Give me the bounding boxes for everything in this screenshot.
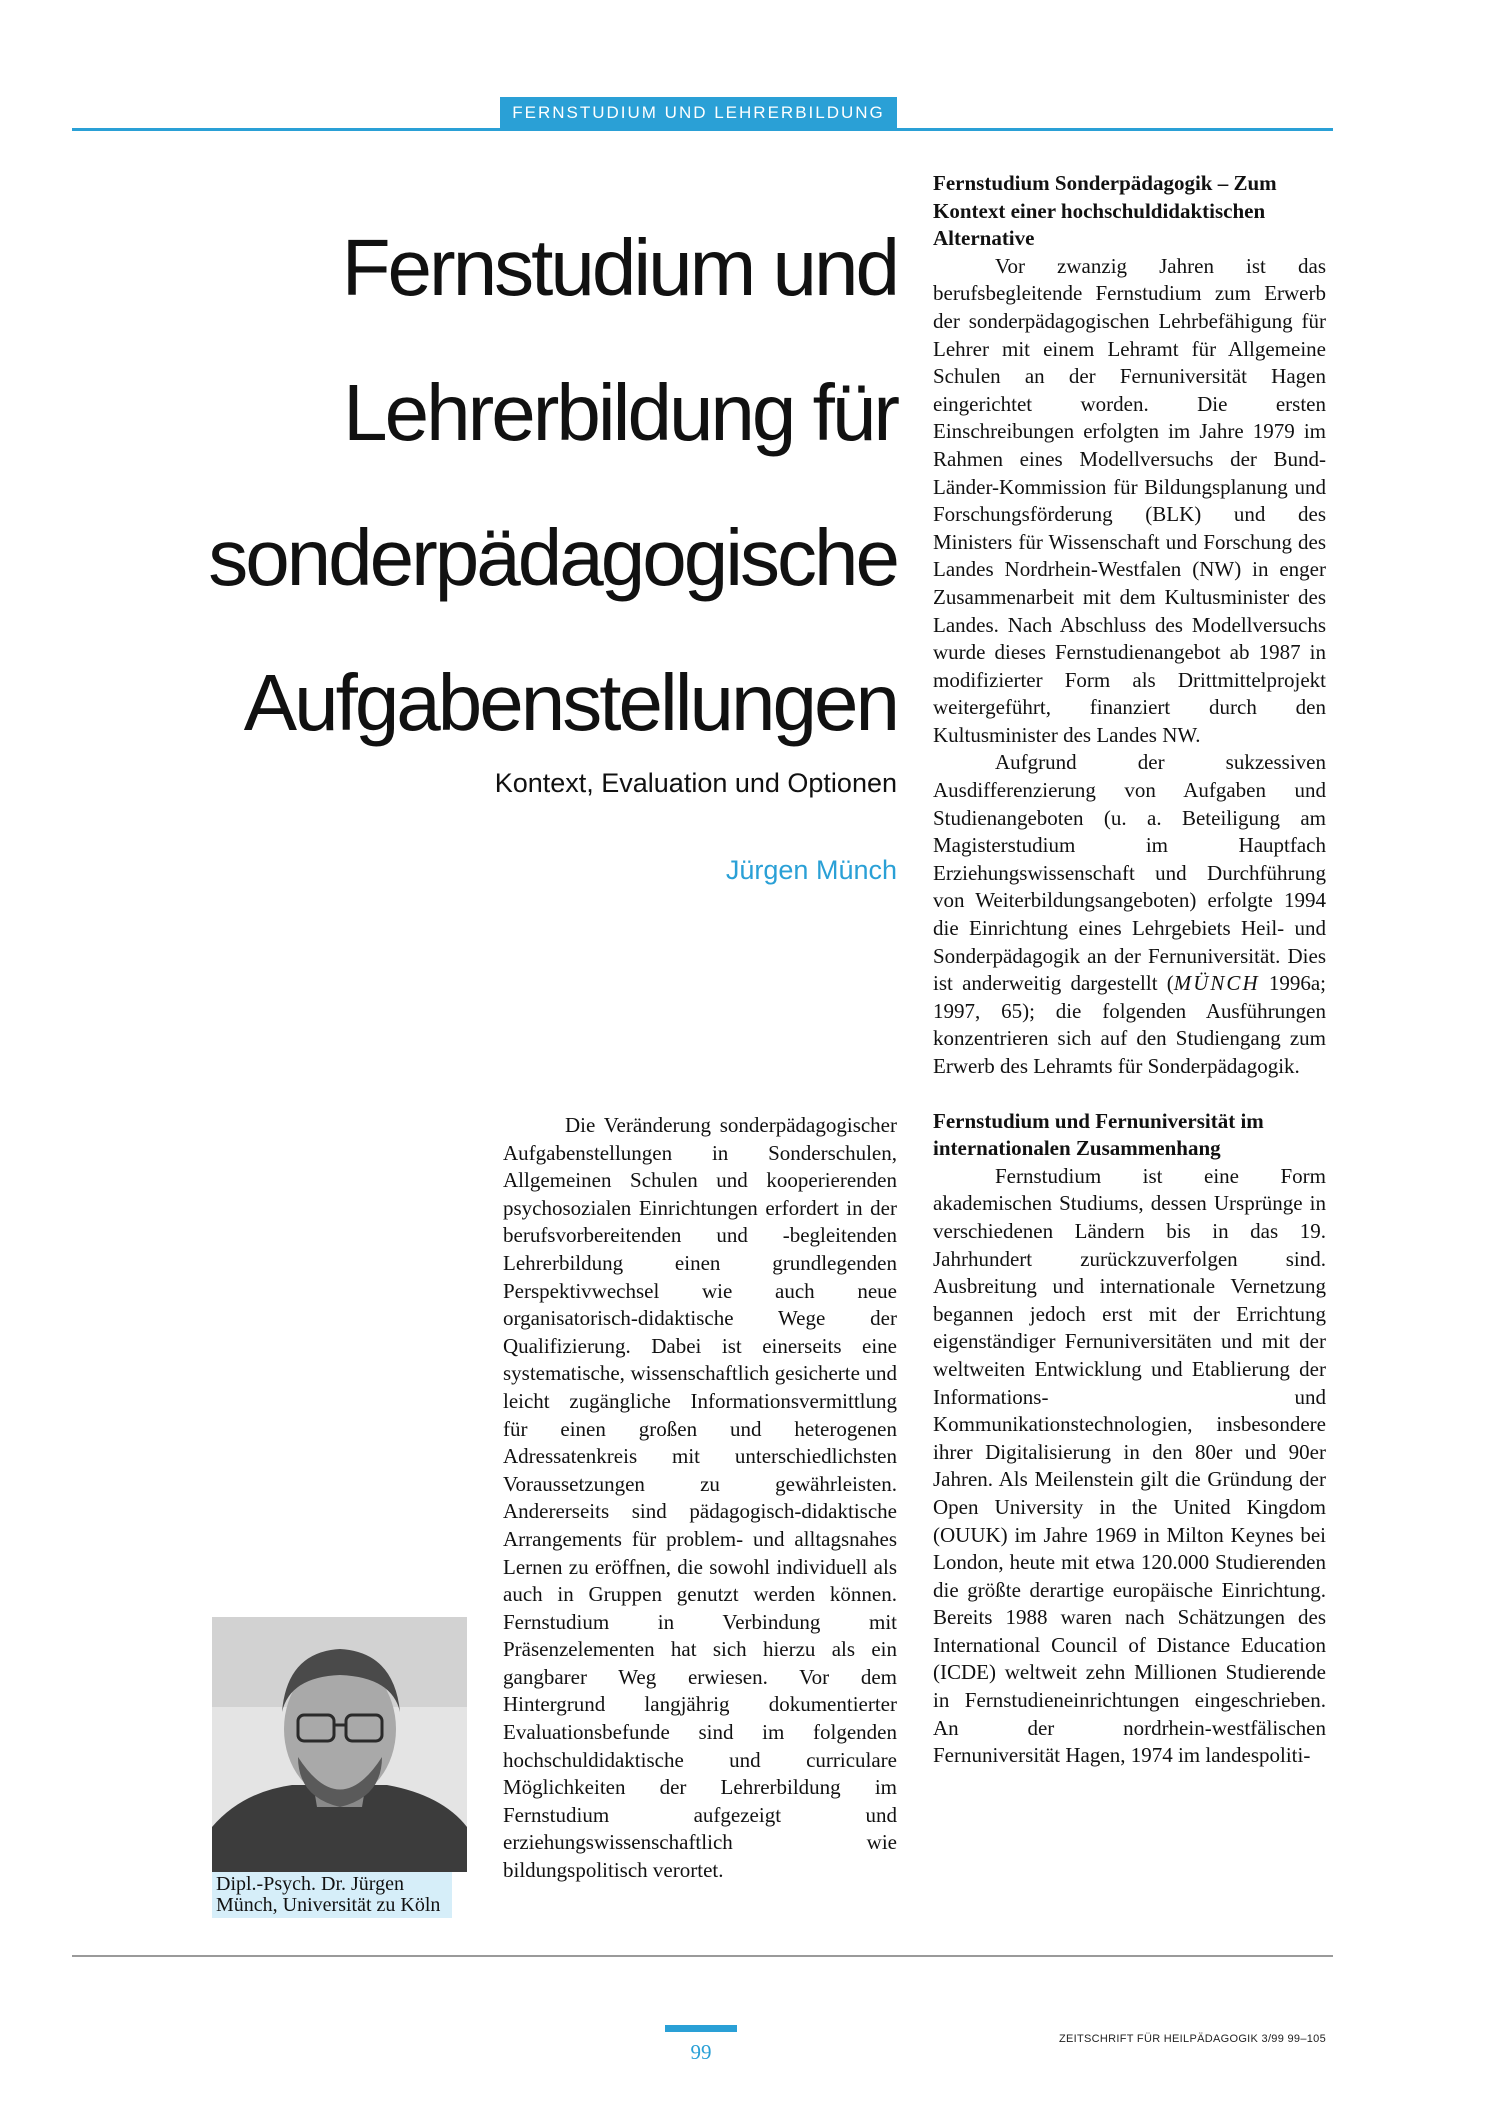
footer-rule xyxy=(72,1955,1333,1957)
article-subtitle: Kontext, Evaluation und Optionen xyxy=(494,768,897,798)
text-run: 1996a; 1997, 65); die folgenden Ausführungen konzentrieren sich auf den Studiengang zum Erwerb des Lehramts für Sonderpädagogik. xyxy=(933,971,1327,1078)
title-line: Fernstudium und xyxy=(341,223,897,312)
author-photo xyxy=(212,1617,467,1872)
page-number: 99 xyxy=(690,2040,712,2064)
article-author: Jürgen Münch xyxy=(725,855,897,885)
page-number-bar xyxy=(665,2025,737,2032)
header-rule xyxy=(72,128,1333,131)
title-line: sonderpädagogische xyxy=(208,513,897,602)
abstract xyxy=(503,1112,897,1885)
abstract-text: Die Veränderung sonderpädagogischer Aufgabenstellungen in Sonderschulen, Allgemeinen Schulen und kooperierenden psychosozialen Einrichtungen erfordert in der berufsvorbereitenden und -begleitenden Lehrerbildung einen grundlegenden Perspektivwechsel wie auch neue organisatorisch-didaktische Wege der Qualifizierung. Dabei ist einerseits eine systematische, wissenschaftlich gesicherte und leicht zugängliche Informationsvermittlung für einen großen und heterogenen Adressatenkreis mit unterschiedlichsten Voraussetzungen zu gewährleisten. Andererseits sind pädagogisch-didaktische Arrangements für problem- und alltagsnahes Lernen zu eröffnen, die sowohl individuell als auch in Gruppen genutzt werden können. Fernstudium in Verbindung mit Präsenzelementen hat sich hierzu als ein gangbarer Weg erwiesen. Vor dem Hintergrund langjährig dokumentierter Evaluationsbefunde sind im folgenden hochschuldidaktische und curriculare Möglichkeiten der Lehrerbildung im Fernstudium aufgezeigt und erziehungswissenschaftlich wie bildungspolitisch verortet. xyxy=(503,1113,897,1883)
section-label: FERNSTUDIUM UND LEHRERBILDUNG xyxy=(500,97,897,128)
body-paragraph xyxy=(933,749,1326,1080)
text-run: Aufgrund der sukzessiven Ausdifferenzierung von Aufgaben und Studienangeboten (u. a. Beteiligung am Magisterstudium im Hauptfach Erziehungswissenschaft und Durchführung von Weiterbildungsangeboten) erfolgte 1994 die Einrichtung eines Lehrgebiets Heil- und Sonderpädagogik an der Fernuniversität. Dies ist anderweitig dargestellt ( xyxy=(933,750,1326,996)
body-paragraph: Vor zwanzig Jahren ist das berufsbegleitende Fernstudium zum Erwerb der sonderpädagogischen Lehrbefähigung für Lehrer mit einem Lehramt für Allgemeine Schulen an der Fernuniversität Hagen eingerichtet worden. Die ersten Einschreibungen erfolgten im Jahre 1979 im Rahmen eines Modellversuchs der Bund-Länder-Kommission für Bildungsplanung und Forschungsförderung (BLK) und des Ministers für Wissenschaft und Forschung des Landes Nordrhein-Westfalen (NW) in enger Zusammenarbeit mit dem Kultusminister des Landes. Nach Abschluss des Modellversuchs wurde dieses Fernstudienangebot ab 1987 in modifizierter Form als Drittmittelprojekt weitergeführt, finanziert durch den Kultusminister des Landes NW. xyxy=(933,253,1326,747)
body-paragraph: Fernstudium ist eine Form akademischen Studiums, dessen Ursprünge in verschiedenen Ländern bis in das 19. Jahrhundert zurückzuverfolgen sind. Ausbreitung und internationale Vernetzung begannen jedoch erst mit der Errichtung eigenständiger Fernuniversitäten und mit der weltweiten Entwicklung und Etablierung der Informations- und Kommunikationstechnologien, insbesondere ihrer Digitalisierung in den 80er und 90er Jahren. Als Meilenstein gilt die Gründung der Open University in the United Kingdom (OUUK) im Jahre 1969 in Milton Keynes bei London, heute mit etwa 120.000 Studierenden die größte derartige europäische Einrichtung. Bereits 1988 waren nach Schätzungen des International Council of Distance Education (ICDE) weltweit zehn Millionen Studierende in Fernstudieneinrichtungen eingeschrieben. An der nordrhein-westfälischen Fernuniversität Hagen, 1974 im landespoliti- xyxy=(933,1163,1326,1768)
title-line: Aufgabenstellungen xyxy=(243,658,897,747)
section-heading: Fernstudium Sonderpädagogik – Zum Kontext einer hochschuldidaktischen Alternative xyxy=(933,171,1277,251)
article-title xyxy=(150,195,897,775)
journal-reference: ZEITSCHRIFT FÜR HEILPÄDAGOGIK 3/99 99–105 xyxy=(1058,2033,1326,2045)
body-column xyxy=(933,170,1326,1770)
title-line: Lehrerbildung für xyxy=(343,368,897,457)
section-heading: Fernstudium und Fernuniversität im internationalen Zusammenhang xyxy=(933,1108,1264,1161)
author-reference: MÜNCH xyxy=(1173,971,1260,996)
photo-caption: Dipl.-Psych. Dr. Jürgen Münch, Universität zu Köln xyxy=(212,1872,452,1918)
